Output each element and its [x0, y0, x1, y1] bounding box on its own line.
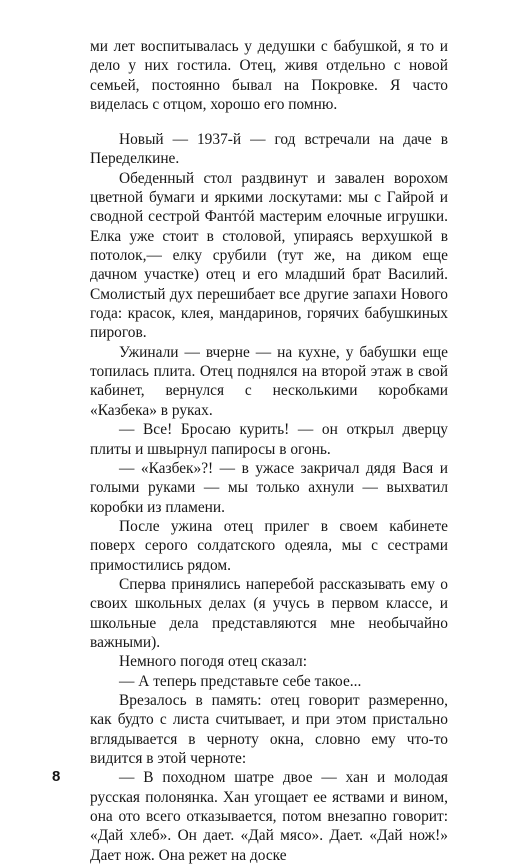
paragraph-imagine: — А теперь представьте себе такое... — [119, 672, 362, 690]
previous-paragraph-block — [90, 37, 448, 114]
paragraph-school: Сперва принялись наперебой рассказывать ему о своих школьных делах (я учусь в первом классе, и школьные дела представляются мне необычайно важными). — [90, 575, 448, 651]
paragraph-dinner-table: Обеденный стол раздвинут и завален ворохом цветной бумаги и яркими лоскутами: мы с Гайрой и сводной сестрой Фантóй мастерим елочные игрушки. Елка уже стоит в столовой, упираясь верхушкой в потолок,— елку срубили (тут же, на диком еще дачном участке) отец и его младший брат Василий. Смолистый дух перешибает все другие запахи Нового года: красок, клея, мандаринов, горячих бабушкиных пирогов. — [90, 169, 448, 342]
page-number: 8 — [52, 768, 61, 785]
paragraph-quit-smoking: — Все! Бросаю курить! — он открыл дверцу плиты и швырнул папиросы в огонь. — [90, 421, 448, 458]
paragraph-kazbek: — «Казбек»?! — в ужасе закричал дядя Вася и голыми руками — мы только ахнули — выхватил коробки из пламени. — [90, 459, 448, 516]
main-text-block — [90, 130, 448, 865]
paragraph-new-year: Новый — 1937-й — год встречали на даче в Переделкине. — [90, 131, 448, 168]
continuation-paragraph: ми лет воспитывалась у дедушки с бабушкой, я то и дело у них гостила. Отец, живя отдельно с новой семьей, постоянно бывал на Покровке. Я часто виделась с отцом, хорошо его помню. — [90, 38, 448, 114]
paragraph-after-supper: После ужина отец прилег в своем кабинете поверх серого солдатского одеяла, мы с сестрами примостились рядом. — [90, 517, 448, 574]
paragraph-father-said: Немного погодя отец сказал: — [119, 653, 308, 671]
paragraph-supper: Ужинали — вчерне — на кухне, у бабушки еще топилась плита. Отец поднялся на второй этаж в свой кабинет, вернулся с несколькими коробками «Казбека» в руках. — [90, 343, 448, 419]
paragraph-memory: Врезалось в память: отец говорит размеренно, как будто с листа считывает, и при этом пристально вглядывается в черноту окна, словно ему что-то видится в этой черноте: — [90, 691, 448, 767]
paragraph-khan-story: — В походном шатре двое — хан и молодая русская полонянка. Хан угощает ее яствами и вином, она ото всего отказывается, потом внезапно говорит: «Дай хлеб». Он дает. «Дай мясо». Дает. «Дай нож!» Дает нож. Она режет на доске — [90, 769, 448, 864]
